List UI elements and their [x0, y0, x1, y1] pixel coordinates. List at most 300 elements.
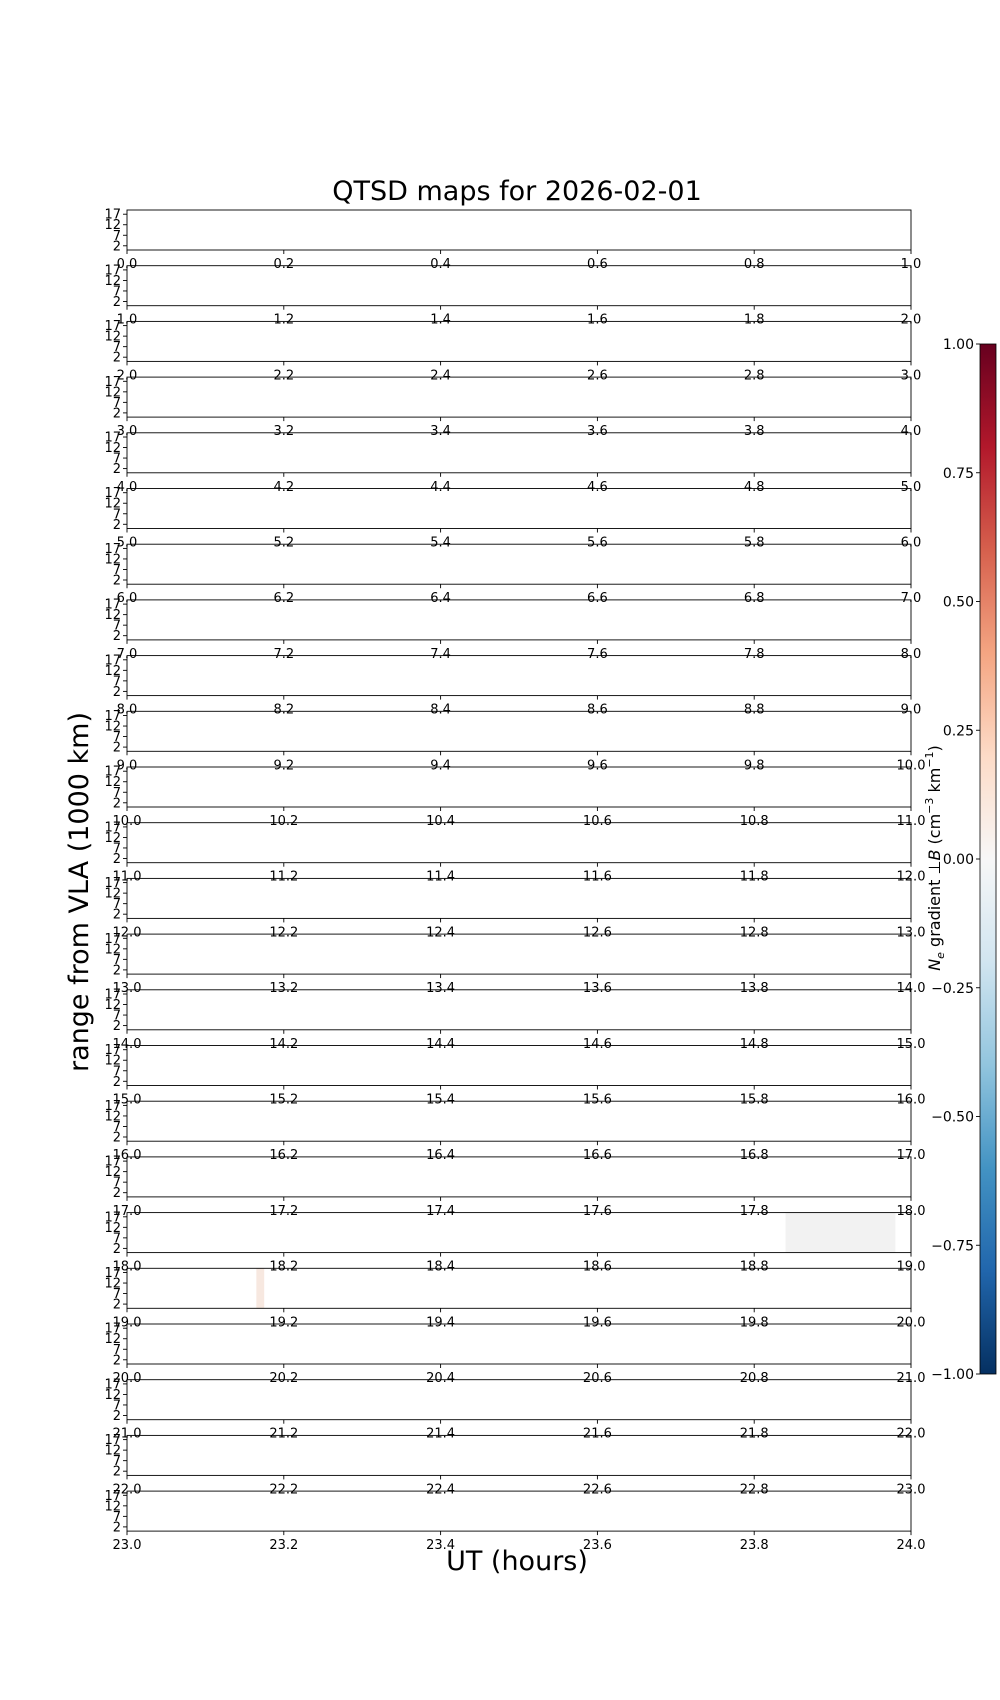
y-tick-label: 2	[112, 1408, 121, 1424]
x-tick-label: 6.8	[743, 591, 765, 607]
x-tick-label: 4.6	[587, 479, 608, 495]
y-tick-label: 12	[104, 329, 121, 345]
y-tick-label: 17	[104, 430, 121, 446]
x-tick-label: 9.4	[430, 758, 451, 774]
x-tick-label: 9.2	[273, 758, 295, 774]
y-tick-label: 2	[112, 1074, 121, 1090]
panel-4	[104, 431, 921, 495]
y-tick-label: 7	[112, 1064, 121, 1080]
y-tick-label: 12	[104, 886, 121, 902]
x-tick-label: 2.0	[900, 312, 922, 328]
panel-frame	[127, 321, 911, 361]
x-tick-label: 10.2	[269, 814, 299, 829]
y-tick-label: 17	[104, 1043, 121, 1059]
y-tick-label: 12	[104, 663, 121, 679]
x-tick-label: 10.0	[112, 814, 142, 829]
x-tick-label: 14.2	[269, 1036, 299, 1052]
panel-frame	[127, 433, 911, 473]
x-tick-label: 1.0	[116, 312, 138, 328]
panel-5	[104, 486, 921, 550]
x-tick-label: 2.4	[430, 368, 451, 384]
x-tick-label: 17.0	[896, 1148, 926, 1164]
y-tick-label: 2	[112, 1130, 121, 1146]
x-tick-label: 11.0	[112, 869, 142, 885]
panel-frame	[127, 990, 911, 1030]
y-tick-label: 2	[112, 684, 121, 700]
colorbar-tick-label: 1.00	[942, 337, 974, 353]
panel-20	[104, 1322, 925, 1386]
x-tick-label: 15.2	[269, 1092, 299, 1108]
x-tick-label: 6.4	[430, 591, 451, 607]
x-tick-label: 5.2	[273, 535, 295, 551]
colorbar	[923, 337, 996, 1383]
x-tick-label: 8.0	[116, 702, 138, 718]
panel-19	[104, 1266, 925, 1330]
x-tick-label: 1.4	[430, 312, 451, 328]
y-tick-label: 12	[104, 1276, 121, 1292]
x-tick-label: 0.6	[587, 257, 608, 272]
x-tick-label: 20.6	[582, 1371, 612, 1386]
y-tick-label: 17	[104, 1433, 121, 1449]
panel-frame	[127, 544, 911, 584]
x-tick-label: 20.8	[739, 1371, 769, 1386]
y-tick-label: 2	[112, 350, 121, 366]
panel-frame	[127, 1491, 911, 1531]
colorbar-label-vec: B	[925, 849, 944, 861]
y-tick-label: 12	[104, 441, 121, 457]
y-tick-label: 12	[104, 273, 121, 289]
y-tick-label: 2	[112, 1353, 121, 1369]
y-tick-label: 17	[104, 1321, 121, 1337]
x-tick-label: 21.2	[269, 1426, 299, 1442]
y-tick-label: 12	[104, 1220, 121, 1236]
y-tick-label: 2	[112, 1520, 121, 1536]
x-tick-label: 18.6	[582, 1259, 612, 1275]
colorbar-label-units-b: km	[925, 767, 944, 798]
y-tick-label: 17	[104, 263, 121, 279]
y-tick-label: 17	[104, 597, 121, 613]
y-tick-label: 7	[112, 897, 121, 913]
x-tick-label: 7.0	[116, 646, 138, 662]
y-tick-label: 7	[112, 228, 121, 244]
x-tick-label: 1.6	[587, 312, 608, 328]
panel-frame	[127, 210, 911, 250]
x-tick-label: 11.0	[896, 814, 926, 829]
x-tick-label: 8.2	[273, 702, 295, 718]
x-tick-label: 19.6	[582, 1315, 612, 1331]
y-tick-label: 2	[112, 1019, 121, 1035]
x-tick-label: 4.0	[116, 479, 138, 495]
y-tick-label: 17	[104, 319, 121, 335]
panel-18	[104, 1210, 925, 1274]
x-tick-label: 7.6	[587, 646, 608, 662]
x-tick-label: 6.0	[900, 535, 922, 551]
y-tick-label: 7	[112, 1398, 121, 1414]
y-tick-label: 17	[104, 1488, 121, 1504]
y-tick-label: 12	[104, 1387, 121, 1403]
y-tick-label: 12	[104, 1499, 121, 1515]
x-tick-label: 3.6	[587, 424, 608, 440]
x-tick-label: 1.0	[900, 257, 922, 272]
y-tick-label: 7	[112, 451, 121, 467]
y-tick-label: 17	[104, 764, 121, 780]
x-tick-label: 7.0	[900, 591, 922, 607]
colorbar-tick-label: 0.25	[942, 723, 974, 740]
x-tick-label: 0.0	[116, 257, 138, 272]
colorbar-tick-label: 0.75	[942, 465, 974, 482]
panel-frame	[127, 377, 911, 417]
y-tick-label: 17	[104, 1210, 121, 1226]
x-tick-label: 23.0	[896, 1482, 926, 1498]
y-tick-label: 2	[112, 517, 121, 533]
panel-1	[104, 263, 921, 327]
x-tick-label: 17.2	[269, 1203, 299, 1219]
y-tick-label: 2	[112, 1297, 121, 1313]
y-tick-label: 7	[112, 1509, 121, 1525]
x-tick-label: 16.0	[112, 1148, 142, 1164]
x-tick-label: 20.2	[269, 1371, 299, 1386]
panel-frame	[127, 767, 911, 807]
y-axis-label: range from VLA (1000 km)	[64, 712, 95, 1072]
panel-15	[104, 1043, 925, 1107]
x-tick-label: 13.2	[269, 981, 299, 997]
y-tick-label: 12	[104, 1053, 121, 1069]
chart-title: QTSD maps for 2026-02-01	[332, 176, 702, 207]
x-tick-label: 16.8	[739, 1148, 769, 1164]
y-tick-label: 17	[104, 820, 121, 836]
x-tick-label: 11.4	[426, 869, 456, 885]
x-tick-label: 2.6	[587, 368, 608, 384]
y-tick-label: 7	[112, 1008, 121, 1024]
y-tick-label: 12	[104, 830, 121, 846]
y-tick-label: 2	[112, 1241, 121, 1257]
x-tick-label: 13.4	[426, 981, 456, 997]
panel-23	[104, 1489, 925, 1553]
x-tick-label: 22.2	[269, 1482, 299, 1498]
colorbar-tick-label: −0.50	[931, 1109, 974, 1126]
y-tick-label: 2	[112, 629, 121, 645]
x-tick-label: 11.2	[269, 869, 299, 885]
x-tick-label: 23.6	[582, 1538, 612, 1554]
x-tick-label: 5.8	[743, 535, 765, 551]
panel-9	[104, 709, 925, 773]
x-tick-label: 21.8	[739, 1426, 769, 1442]
y-tick-label: 17	[104, 1266, 121, 1282]
y-tick-label: 12	[104, 1109, 121, 1125]
y-tick-label: 17	[104, 931, 121, 947]
x-tick-label: 18.0	[112, 1259, 142, 1275]
panel-16	[104, 1099, 925, 1163]
colorbar-label-exp-b: −1	[923, 751, 936, 768]
y-tick-label: 2	[112, 239, 121, 255]
colorbar-tick-label: 0.00	[942, 852, 974, 868]
y-tick-label: 17	[104, 1154, 121, 1170]
x-tick-label: 6.6	[587, 591, 608, 607]
y-tick-label: 7	[112, 1287, 121, 1303]
y-tick-label: 7	[112, 284, 121, 300]
x-tick-label: 15.4	[426, 1092, 456, 1108]
x-tick-label: 3.0	[900, 368, 922, 384]
x-tick-label: 14.4	[426, 1036, 456, 1052]
x-tick-label: 16.0	[896, 1092, 926, 1108]
x-tick-label: 9.6	[587, 758, 608, 774]
colorbar-label-exp-a: −3	[923, 797, 936, 814]
y-tick-label: 7	[112, 674, 121, 690]
x-tick-label: 10.0	[896, 758, 926, 774]
colorbar-gradient	[980, 344, 996, 1374]
x-tick-label: 21.0	[112, 1426, 142, 1442]
x-tick-label: 20.0	[896, 1315, 926, 1331]
y-tick-label: 12	[104, 1332, 121, 1348]
x-tick-label: 23.4	[426, 1538, 456, 1554]
x-tick-label: 2.8	[743, 368, 765, 384]
panel-2	[104, 319, 921, 383]
x-tick-label: 14.0	[896, 981, 926, 997]
panels-group	[104, 208, 925, 1553]
panel-6	[104, 542, 921, 606]
panel-frame	[127, 1324, 911, 1364]
y-tick-label: 12	[104, 218, 121, 234]
y-tick-label: 7	[112, 841, 121, 857]
y-tick-label: 2	[112, 963, 121, 979]
x-tick-label: 0.4	[430, 257, 451, 272]
panel-10	[104, 765, 925, 829]
x-tick-label: 14.8	[739, 1036, 769, 1052]
x-tick-label: 4.8	[743, 479, 765, 495]
x-tick-label: 12.4	[426, 925, 456, 941]
x-tick-label: 19.8	[739, 1315, 769, 1331]
x-tick-label: 5.4	[430, 535, 451, 551]
x-tick-label: 11.8	[739, 869, 769, 885]
y-tick-label: 12	[104, 552, 121, 568]
x-tick-label: 6.0	[116, 591, 138, 607]
x-tick-label: 7.4	[430, 646, 451, 662]
x-tick-label: 15.8	[739, 1092, 769, 1108]
y-tick-label: 7	[112, 1119, 121, 1135]
panel-frame	[127, 1268, 911, 1308]
x-tick-label: 24.0	[896, 1538, 926, 1554]
x-tick-label: 15.0	[896, 1036, 926, 1052]
panel-frame	[127, 489, 911, 529]
colorbar-label-sub: e	[934, 952, 947, 959]
y-tick-label: 7	[112, 562, 121, 578]
x-tick-label: 13.0	[896, 925, 926, 941]
x-tick-label: 5.0	[900, 479, 922, 495]
panel-21	[104, 1377, 925, 1441]
x-tick-label: 12.6	[582, 925, 612, 941]
x-tick-label: 18.4	[426, 1259, 456, 1275]
x-tick-label: 4.0	[900, 424, 922, 440]
y-tick-label: 7	[112, 507, 121, 523]
x-tick-label: 13.6	[582, 981, 612, 997]
panel-frame	[127, 600, 911, 640]
x-tick-label: 12.8	[739, 925, 769, 941]
x-tick-label: 8.6	[587, 702, 608, 718]
x-tick-label: 16.4	[426, 1148, 456, 1164]
colorbar-tick-label: 0.50	[942, 594, 974, 611]
x-tick-label: 5.6	[587, 535, 608, 551]
x-tick-label: 17.8	[739, 1203, 769, 1219]
x-tick-label: 21.4	[426, 1426, 456, 1442]
x-tick-label: 12.2	[269, 925, 299, 941]
y-tick-label: 2	[112, 1464, 121, 1480]
x-tick-label: 8.8	[743, 702, 765, 718]
x-tick-label: 3.8	[743, 424, 765, 440]
y-tick-label: 12	[104, 998, 121, 1014]
x-tick-label: 16.2	[269, 1148, 299, 1164]
x-tick-label: 18.8	[739, 1259, 769, 1275]
y-tick-label: 12	[104, 942, 121, 958]
x-tick-label: 14.6	[582, 1036, 612, 1052]
y-tick-label: 12	[104, 719, 121, 735]
heatmap-cell	[256, 1268, 264, 1308]
y-tick-label: 2	[112, 573, 121, 589]
colorbar-tick-label: −0.25	[931, 980, 974, 997]
panel-17	[104, 1155, 925, 1219]
x-tick-label: 8.0	[900, 646, 922, 662]
panel-frame	[127, 1380, 911, 1420]
panel-frame	[127, 1046, 911, 1086]
panel-frame	[127, 1157, 911, 1197]
x-tick-label: 22.0	[896, 1426, 926, 1442]
y-tick-label: 2	[112, 462, 121, 478]
x-tick-label: 21.6	[582, 1426, 612, 1442]
x-tick-label: 13.8	[739, 981, 769, 997]
y-tick-label: 17	[104, 374, 121, 390]
x-tick-label: 23.8	[739, 1538, 769, 1554]
x-tick-label: 23.2	[269, 1538, 299, 1554]
x-tick-label: 4.2	[273, 479, 295, 495]
y-tick-label: 17	[104, 486, 121, 502]
y-tick-label: 7	[112, 1342, 121, 1358]
x-tick-label: 1.8	[743, 312, 765, 328]
x-tick-label: 6.2	[273, 591, 295, 607]
x-tick-label: 13.0	[112, 981, 142, 997]
y-tick-label: 7	[112, 340, 121, 356]
y-tick-label: 12	[104, 1443, 121, 1459]
x-tick-label: 12.0	[896, 869, 926, 885]
colorbar-label-var: N	[925, 958, 944, 971]
panel-13	[104, 932, 925, 996]
y-tick-label: 7	[112, 952, 121, 968]
y-tick-label: 17	[104, 987, 121, 1003]
x-tick-label: 2.2	[273, 368, 295, 384]
y-tick-label: 2	[112, 406, 121, 422]
x-tick-label: 21.0	[896, 1371, 926, 1386]
x-tick-label: 22.4	[426, 1482, 456, 1498]
x-tick-label: 19.2	[269, 1315, 299, 1331]
y-tick-label: 17	[104, 1377, 121, 1393]
x-tick-label: 18.2	[269, 1259, 299, 1275]
y-tick-label: 17	[104, 207, 121, 223]
colorbar-label-units-c: )	[925, 745, 944, 752]
panel-frame	[127, 711, 911, 751]
y-tick-label: 7	[112, 730, 121, 746]
y-tick-label: 7	[112, 1231, 121, 1247]
x-tick-label: 17.6	[582, 1203, 612, 1219]
x-tick-label: 14.0	[112, 1036, 142, 1052]
panel-12	[104, 876, 925, 940]
x-tick-label: 9.0	[900, 702, 922, 718]
x-tick-label: 2.0	[116, 368, 138, 384]
x-tick-label: 18.0	[896, 1203, 926, 1219]
panel-frame	[127, 1101, 911, 1141]
x-tick-label: 15.0	[112, 1092, 142, 1108]
x-tick-label: 22.6	[582, 1482, 612, 1498]
colorbar-label	[923, 745, 947, 971]
y-tick-label: 7	[112, 1175, 121, 1191]
y-tick-label: 2	[112, 740, 121, 756]
x-tick-label: 8.4	[430, 702, 451, 718]
x-tick-label: 20.0	[112, 1371, 142, 1386]
x-tick-label: 22.0	[112, 1482, 142, 1498]
panel-14	[104, 988, 925, 1052]
x-tick-label: 9.0	[116, 758, 138, 774]
y-tick-label: 12	[104, 775, 121, 791]
y-tick-label: 12	[104, 496, 121, 512]
x-tick-label: 5.0	[116, 535, 138, 551]
y-tick-label: 17	[104, 709, 121, 725]
x-tick-label: 19.4	[426, 1315, 456, 1331]
colorbar-tick-label: −0.75	[931, 1238, 974, 1255]
x-tick-label: 12.0	[112, 925, 142, 941]
x-tick-label: 9.8	[743, 758, 765, 774]
y-tick-label: 17	[104, 541, 121, 557]
panel-frame	[127, 266, 911, 306]
x-tick-label: 3.4	[430, 424, 451, 440]
x-tick-label: 3.0	[116, 424, 138, 440]
panel-frame	[127, 878, 911, 918]
panel-frame	[127, 656, 911, 696]
x-tick-label: 11.6	[582, 869, 612, 885]
x-tick-label: 22.8	[739, 1482, 769, 1498]
panel-frame	[127, 823, 911, 863]
y-tick-label: 2	[112, 796, 121, 812]
y-tick-label: 17	[104, 1098, 121, 1114]
x-tick-label: 0.8	[743, 257, 765, 272]
y-tick-label: 7	[112, 395, 121, 411]
x-tick-label: 10.4	[426, 814, 456, 829]
y-tick-label: 17	[104, 876, 121, 892]
y-tick-label: 12	[104, 1165, 121, 1181]
y-tick-label: 7	[112, 785, 121, 801]
panel-8	[104, 653, 921, 717]
y-tick-label: 17	[104, 653, 121, 669]
x-tick-label: 17.4	[426, 1203, 456, 1219]
colorbar-label-units-a: (cm	[925, 813, 944, 850]
x-tick-label: 4.4	[430, 479, 451, 495]
x-tick-label: 23.0	[112, 1538, 142, 1554]
x-tick-label: 7.2	[273, 646, 295, 662]
x-tick-label: 0.2	[273, 257, 295, 272]
y-tick-label: 2	[112, 907, 121, 923]
x-tick-label: 19.0	[112, 1315, 142, 1331]
colorbar-label-rest: gradient ⊥	[925, 860, 944, 953]
x-tick-label: 19.0	[896, 1259, 926, 1275]
panel-frame	[127, 934, 911, 974]
y-tick-label: 7	[112, 1454, 121, 1470]
panel-11	[104, 820, 925, 884]
x-tick-label: 16.6	[582, 1148, 612, 1164]
y-tick-label: 2	[112, 294, 121, 310]
x-tick-label: 3.2	[273, 424, 295, 440]
y-tick-label: 2	[112, 1186, 121, 1202]
x-tick-label: 10.8	[739, 814, 769, 829]
x-tick-label: 10.6	[582, 814, 612, 829]
x-tick-label: 15.6	[582, 1092, 612, 1108]
heatmap-cell	[786, 1213, 896, 1253]
x-tick-label: 7.8	[743, 646, 765, 662]
